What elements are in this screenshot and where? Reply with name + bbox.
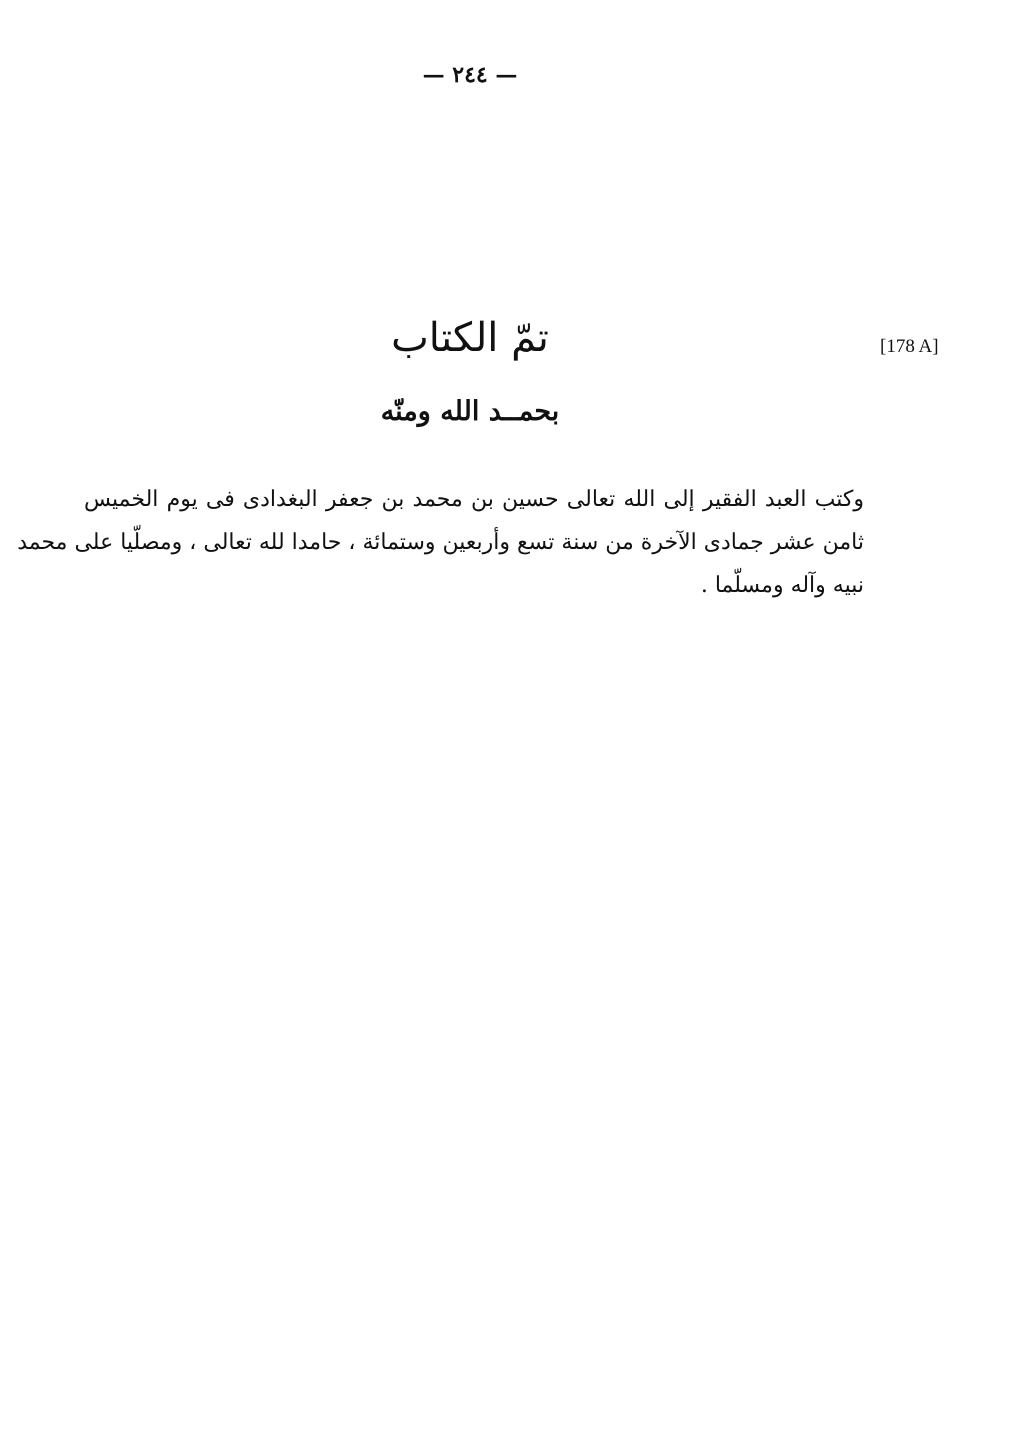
colophon-line: نبيه وآله ومسلّما . <box>700 573 864 598</box>
folio-marker: [178 A] <box>880 336 939 357</box>
page-number: — ٢٤٤ — <box>422 62 518 88</box>
page-title: تمّ الكتاب <box>391 315 549 361</box>
colophon-line: ثامن عشر جمادى الآخرة من سنة تسع وأربعين وستمائة ، حامدا لله تعالى ، ومصلّيا على محمد <box>17 530 864 555</box>
colophon-paragraph <box>17 478 864 607</box>
page-subtitle: بحمــد الله ومنّه <box>380 396 560 427</box>
colophon-line: وكتب العبد الفقير إلى الله تعالى حسين بن محمد بن جعفر البغدادى فى يوم الخميس <box>84 487 864 512</box>
